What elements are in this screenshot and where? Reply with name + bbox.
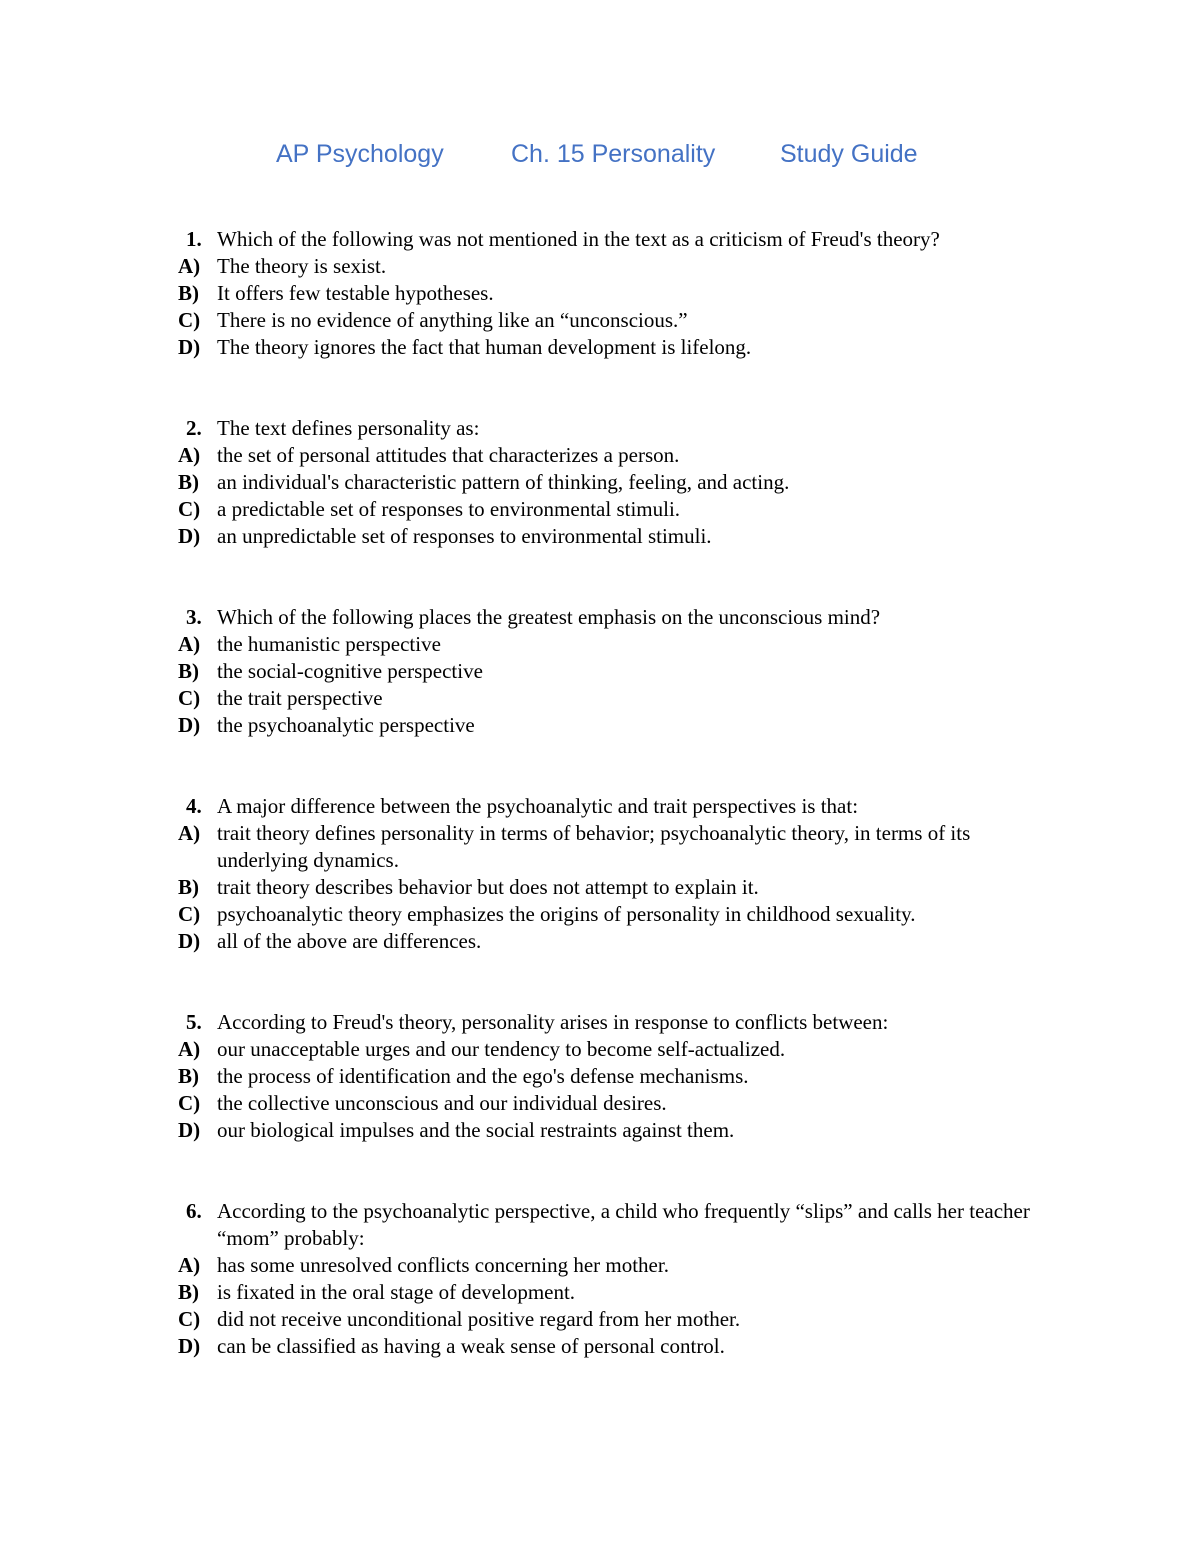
question-number: 5. [186, 1010, 202, 1034]
option-letter: B) [178, 659, 199, 683]
answer-option [178, 253, 1058, 280]
option-text: a predictable set of responses to environmental stimuli. [217, 497, 681, 521]
answer-option [178, 469, 1058, 496]
option-letter: A) [178, 1037, 201, 1061]
option-text: The theory ignores the fact that human development is lifelong. [217, 335, 752, 359]
answer-option [178, 658, 1058, 685]
answer-option [178, 685, 1058, 712]
answer-option [178, 334, 1058, 361]
question-stem [178, 1009, 1058, 1036]
option-text: the psychoanalytic perspective [217, 713, 475, 737]
chapter-title: Ch. 15 Personality [511, 140, 716, 168]
answer-option [178, 1063, 1058, 1090]
answer-option [178, 631, 1058, 658]
option-letter: D) [178, 1334, 201, 1358]
option-text: the process of identification and the ego's defense mechanisms. [217, 1064, 749, 1088]
question-text: A major difference between the psychoanalytic and trait perspectives is that: [217, 794, 859, 818]
option-letter: A) [178, 821, 201, 845]
option-letter: B) [178, 470, 199, 494]
option-text: all of the above are differences. [217, 929, 482, 953]
option-text: the humanistic perspective [217, 632, 441, 656]
option-letter: D) [178, 1118, 201, 1142]
question-text: Which of the following was not mentioned in the text as a criticism of Freud's theory? [217, 227, 940, 251]
question-number: 3. [186, 605, 202, 629]
option-letter: D) [178, 335, 201, 359]
answer-option [178, 1333, 1058, 1360]
answer-option [178, 712, 1058, 739]
option-text: the collective unconscious and our individual desires. [217, 1091, 667, 1115]
option-letter: C) [178, 1307, 201, 1331]
option-letter: A) [178, 443, 201, 467]
option-text: our biological impulses and the social restraints against them. [217, 1118, 735, 1142]
option-letter: A) [178, 254, 201, 278]
option-letter: C) [178, 308, 201, 332]
option-letter: A) [178, 632, 201, 656]
option-text: did not receive unconditional positive regard from her mother. [217, 1307, 741, 1331]
option-letter: B) [178, 875, 199, 899]
option-letter: C) [178, 497, 201, 521]
option-letter: B) [178, 1280, 199, 1304]
question-item [178, 415, 1058, 550]
question-number: 2. [186, 416, 202, 440]
option-text: can be classified as having a weak sense of personal control. [217, 1334, 725, 1358]
option-text: has some unresolved conflicts concerning her mother. [217, 1253, 669, 1277]
option-text: There is no evidence of anything like an “unconscious.” [217, 308, 688, 332]
option-letter: D) [178, 929, 201, 953]
option-letter: B) [178, 1064, 199, 1088]
question-stem [178, 793, 1058, 820]
answer-option [178, 307, 1058, 334]
answer-option [178, 442, 1058, 469]
question-item [178, 226, 1058, 361]
answer-option [178, 1252, 1058, 1279]
answer-option [178, 523, 1058, 550]
answer-option [178, 1306, 1058, 1333]
option-text: psychoanalytic theory emphasizes the origins of personality in childhood sexuality. [217, 902, 916, 926]
answer-option [178, 280, 1058, 307]
option-text: trait theory defines personality in terms of behavior; psychoanalytic theory, in terms of its underlying dynamics. [217, 821, 971, 872]
question-number: 4. [186, 794, 202, 818]
document-header [0, 140, 1200, 176]
document-type-title: Study Guide [780, 140, 918, 168]
question-number: 1. [186, 227, 202, 251]
option-text: our unacceptable urges and our tendency to become self-actualized. [217, 1037, 786, 1061]
answer-option [178, 1090, 1058, 1117]
question-text: According to Freud's theory, personality arises in response to conflicts between: [217, 1010, 889, 1034]
option-text: the set of personal attitudes that characterizes a person. [217, 443, 680, 467]
option-text: an individual's characteristic pattern of thinking, feeling, and acting. [217, 470, 790, 494]
question-item [178, 1198, 1058, 1360]
course-title: AP Psychology [276, 140, 444, 168]
question-stem [178, 604, 1058, 631]
option-letter: B) [178, 281, 199, 305]
answer-option [178, 496, 1058, 523]
question-item [178, 793, 1058, 955]
option-text: the trait perspective [217, 686, 383, 710]
answer-option [178, 1117, 1058, 1144]
question-text: Which of the following places the greatest emphasis on the unconscious mind? [217, 605, 881, 629]
option-letter: D) [178, 713, 201, 737]
option-text: trait theory describes behavior but does not attempt to explain it. [217, 875, 759, 899]
option-letter: A) [178, 1253, 201, 1277]
answer-option [178, 901, 1058, 928]
answer-option [178, 928, 1058, 955]
question-text: According to the psychoanalytic perspective, a child who frequently “slips” and calls her teacher “mom” probably: [217, 1199, 1030, 1250]
question-item [178, 604, 1058, 739]
option-letter: D) [178, 524, 201, 548]
answer-option [178, 1279, 1058, 1306]
option-letter: C) [178, 1091, 201, 1115]
option-text: is fixated in the oral stage of development. [217, 1280, 576, 1304]
question-number: 6. [186, 1199, 202, 1223]
answer-option [178, 874, 1058, 901]
option-text: The theory is sexist. [217, 254, 387, 278]
question-item [178, 1009, 1058, 1144]
question-stem [178, 1198, 1058, 1252]
question-text: The text defines personality as: [217, 416, 480, 440]
option-text: the social-cognitive perspective [217, 659, 483, 683]
option-letter: C) [178, 902, 201, 926]
question-list [178, 226, 1058, 1414]
option-text: It offers few testable hypotheses. [217, 281, 494, 305]
question-stem [178, 226, 1058, 253]
answer-option [178, 1036, 1058, 1063]
question-stem [178, 415, 1058, 442]
answer-option [178, 820, 1058, 874]
option-text: an unpredictable set of responses to environmental stimuli. [217, 524, 712, 548]
option-letter: C) [178, 686, 201, 710]
